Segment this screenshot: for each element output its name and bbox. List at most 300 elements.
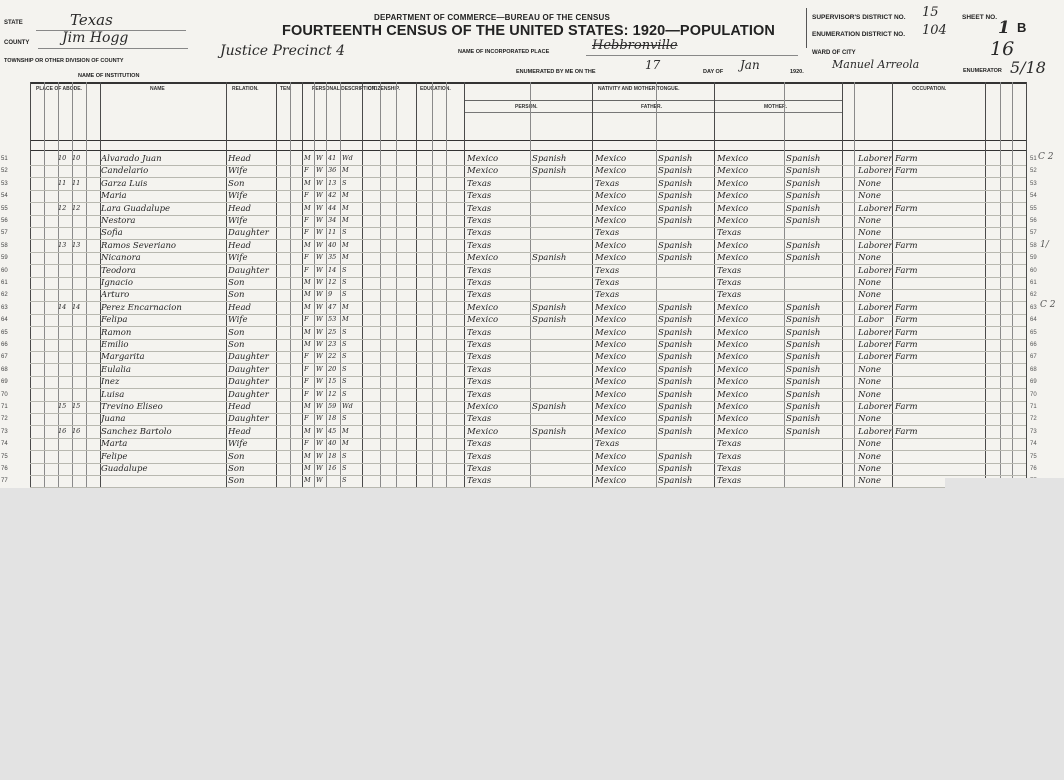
sex: M [304, 203, 311, 212]
empty-background [0, 488, 1064, 780]
name-header: NAME [150, 86, 165, 92]
supervisor-value: 15 [922, 5, 939, 20]
marital-status: M [342, 191, 349, 200]
line-number-right: 55 [1030, 205, 1037, 212]
occupation: None [858, 290, 882, 301]
marital-status: M [342, 253, 349, 262]
place-label: NAME OF INCORPORATED PLACE [458, 49, 550, 55]
industry: Farm [895, 203, 918, 214]
institution-label: NAME OF INSTITUTION [78, 73, 140, 79]
line-number: 53 [1, 180, 8, 187]
race: W [316, 364, 323, 373]
line-number-right: 57 [1030, 230, 1037, 237]
sheet-letter: B [1017, 20, 1027, 35]
father-mother-tongue: Spanish [658, 154, 693, 164]
family-number: 14 [72, 302, 81, 311]
race: W [316, 389, 323, 398]
occupation-header: OCCUPATION. [912, 86, 947, 92]
occupation: None [858, 464, 882, 474]
race: W [316, 228, 323, 237]
mother-mother-tongue: Spanish [786, 340, 821, 350]
sex: M [304, 476, 311, 485]
table-row [0, 204, 1064, 215]
sex: F [304, 439, 309, 448]
father-birthplace: Mexico [595, 327, 627, 338]
mother-tongue: Spanish [532, 402, 567, 412]
line-number: 63 [1, 304, 8, 311]
column-number-divider [30, 150, 1026, 151]
mother-mother-tongue: Spanish [786, 426, 821, 437]
table-row [0, 464, 1064, 475]
age: 35 [328, 253, 337, 262]
line-number: 52 [1, 168, 8, 175]
township-value: Justice Precinct 4 [220, 43, 346, 59]
line-number: 66 [1, 342, 8, 348]
mother-mother-tongue: Spanish [786, 389, 821, 400]
occupation: None [858, 451, 882, 462]
birthplace: Texas [467, 464, 492, 474]
mother-mother-tongue: Spanish [786, 315, 821, 326]
mother-birthplace: Mexico [717, 203, 749, 214]
relation: Head [228, 302, 251, 313]
father-mother-tongue: Spanish [658, 451, 693, 462]
education-header: EDUCATION. [420, 86, 451, 92]
mother-birthplace: Mexico [717, 327, 749, 338]
birthplace: Texas [467, 377, 492, 388]
mother-mother-tongue: Spanish [786, 240, 821, 251]
race: W [316, 426, 323, 435]
line-number-right: 52 [1030, 168, 1037, 175]
sex: M [304, 302, 311, 311]
person-name: Inez [101, 377, 120, 388]
father-birthplace: Texas [595, 178, 620, 189]
birthplace: Texas [467, 240, 492, 251]
birthplace: Texas [467, 327, 492, 338]
age: 40 [328, 439, 337, 448]
person-name: Sanchez Bartolo [101, 426, 172, 437]
father-birthplace: Texas [595, 290, 620, 301]
occupation: None [858, 389, 882, 400]
person-name: Emilio [101, 340, 129, 350]
marital-status: S [342, 228, 347, 237]
birthplace: Texas [467, 451, 492, 462]
dwelling-number: 11 [58, 178, 67, 187]
mother-mother-tongue: Spanish [786, 253, 821, 264]
sex: M [304, 402, 311, 410]
mother-birthplace: Mexico [717, 240, 749, 251]
table-row [0, 402, 1064, 413]
line-number: 67 [1, 354, 8, 361]
industry: Farm [895, 240, 918, 251]
father-birthplace: Mexico [595, 203, 627, 214]
county-value: Jim Hogg [62, 30, 129, 46]
mother-birthplace: Mexico [717, 426, 749, 437]
line-number: 76 [1, 466, 8, 472]
mother-tongue: Spanish [532, 315, 567, 326]
person-name: Juana [101, 414, 126, 425]
father-mother-tongue: Spanish [658, 364, 693, 375]
table-row [0, 352, 1064, 363]
day-of-label: DAY OF [703, 69, 724, 75]
mother-mother-tongue: Spanish [786, 178, 821, 189]
mother-birthplace: Texas [717, 290, 742, 301]
industry: Farm [895, 402, 918, 412]
father-birthplace: Mexico [595, 377, 627, 388]
relation: Son [228, 327, 245, 338]
department-heading: DEPARTMENT OF COMMERCE—BUREAU OF THE CENSUS [374, 13, 611, 22]
relation-header: RELATION. [232, 86, 259, 92]
marital-status: M [342, 302, 349, 311]
age: 16 [328, 464, 337, 472]
sex: M [304, 340, 311, 348]
sex: F [304, 253, 309, 262]
race: W [316, 451, 323, 460]
table-row [0, 278, 1064, 289]
birthplace: Texas [467, 203, 492, 214]
mother-mother-tongue: Spanish [786, 191, 821, 202]
dwelling-number: 14 [58, 302, 67, 311]
marital-status: S [342, 377, 347, 386]
age: 18 [328, 414, 337, 423]
sex: M [304, 451, 311, 460]
race: W [316, 278, 323, 286]
mother-birthplace: Mexico [717, 364, 749, 375]
occupation: None [858, 191, 882, 202]
occupation: Laborer [858, 340, 892, 350]
age: 20 [328, 364, 337, 373]
mother-birthplace: Mexico [717, 414, 749, 425]
father-mother-tongue: Spanish [658, 426, 693, 437]
line-number-right: 65 [1030, 329, 1037, 336]
county-label: COUNTY [4, 40, 30, 46]
dwelling-number: 10 [58, 154, 67, 162]
table-row [0, 340, 1064, 351]
line-number-right: 58 [1030, 242, 1037, 249]
line-number-right: 51 [1030, 156, 1037, 162]
birthplace: Texas [467, 178, 492, 189]
father-mother-tongue: Spanish [658, 476, 693, 487]
line-number: 77 [1, 478, 8, 485]
industry: Farm [895, 352, 918, 363]
race: W [316, 340, 323, 348]
table-row [0, 476, 1064, 487]
line-number: 73 [1, 428, 8, 435]
industry: Farm [895, 154, 918, 164]
marital-status: M [342, 166, 349, 175]
table-row [0, 179, 1064, 190]
occupation: Laborer [858, 203, 892, 214]
father-birthplace: Mexico [595, 216, 627, 226]
marital-status: S [342, 389, 347, 398]
line-number: 72 [1, 416, 8, 423]
father-birthplace: Mexico [595, 166, 627, 177]
industry: Farm [895, 327, 918, 338]
marital-status: S [342, 352, 347, 361]
person-name: Garza Luis [101, 178, 148, 189]
table-row [0, 166, 1064, 177]
father-birthplace: Mexico [595, 364, 627, 375]
table-row [0, 377, 1064, 388]
line-number-right: 54 [1030, 193, 1037, 200]
line-number-right: 71 [1030, 404, 1037, 410]
father-mother-tongue: Spanish [658, 402, 693, 412]
marital-status: S [342, 340, 347, 348]
race: W [316, 315, 323, 324]
line-number-right: 72 [1030, 416, 1037, 423]
age: 25 [328, 327, 337, 336]
person-name: Arturo [101, 290, 130, 301]
industry: Farm [895, 426, 918, 437]
birthplace: Mexico [467, 253, 499, 264]
relation: Son [228, 290, 245, 301]
marital-status: M [342, 240, 349, 249]
relation: Wife [228, 216, 248, 226]
marital-status: S [342, 327, 347, 336]
table-row [0, 365, 1064, 376]
person-name: Sofia [101, 228, 123, 239]
sex: F [304, 216, 309, 224]
age: 40 [328, 240, 337, 249]
father-birthplace: Mexico [595, 302, 627, 313]
census-title: FOURTEENTH CENSUS OF THE UNITED STATES: 1920—POPULATION [282, 23, 775, 39]
father-birthplace: Mexico [595, 191, 627, 202]
line-number: 68 [1, 366, 8, 373]
age: 36 [328, 166, 337, 175]
race: W [316, 178, 323, 187]
father-birthplace: Mexico [595, 402, 627, 412]
mother-mother-tongue: Spanish [786, 154, 821, 164]
state-label: STATE [4, 20, 23, 26]
relation: Daughter [228, 364, 269, 375]
sheet-label: SHEET NO. [962, 14, 998, 21]
enumerated-month: Jan [740, 58, 760, 72]
father-mother-tongue: Spanish [658, 340, 693, 350]
mother-birthplace: Texas [717, 451, 742, 462]
race: W [316, 476, 323, 485]
birthplace: Texas [467, 389, 492, 400]
table-row [0, 303, 1064, 314]
person-name: Alvarado Juan [101, 154, 162, 164]
line-number-right: 61 [1030, 280, 1037, 286]
table-row [0, 228, 1064, 239]
person-name: Teodora [101, 265, 136, 276]
race: W [316, 166, 323, 175]
relation: Head [228, 402, 251, 412]
race: W [316, 203, 323, 212]
age: 45 [328, 426, 337, 435]
table-row [0, 290, 1064, 301]
race: W [316, 402, 323, 410]
father-birthplace: Mexico [595, 464, 627, 474]
mother-header: MOTHER. [764, 104, 788, 110]
father-mother-tongue: Spanish [658, 414, 693, 425]
father-birthplace: Mexico [595, 352, 627, 363]
sex: F [304, 315, 309, 324]
mother-mother-tongue: Spanish [786, 402, 821, 412]
birthplace: Texas [467, 278, 492, 288]
age: 14 [328, 265, 337, 274]
sex: F [304, 191, 309, 200]
father-mother-tongue: Spanish [658, 166, 693, 177]
image-edge [945, 478, 1064, 490]
family-number: 13 [72, 240, 81, 249]
sex: M [304, 178, 311, 187]
father-mother-tongue: Spanish [658, 253, 693, 264]
age: 53 [328, 315, 337, 324]
line-number: 54 [1, 193, 8, 200]
relation: Daughter [228, 389, 269, 400]
line-number: 60 [1, 267, 8, 274]
age: 44 [328, 203, 337, 212]
line-number-right: 69 [1030, 379, 1037, 386]
birthplace: Texas [467, 216, 492, 226]
age: 15 [328, 377, 337, 386]
sex: F [304, 166, 309, 175]
relation: Wife [228, 166, 248, 177]
line-number-right: 53 [1030, 180, 1037, 187]
father-birthplace: Mexico [595, 340, 627, 350]
industry: Farm [895, 302, 918, 313]
birthplace: Texas [467, 290, 492, 301]
line-number-right: 75 [1030, 453, 1037, 460]
mother-tongue: Spanish [532, 302, 567, 313]
person-header: PERSON. [515, 104, 538, 110]
father-mother-tongue: Spanish [658, 216, 693, 226]
table-row [0, 266, 1064, 277]
relation: Son [228, 178, 245, 189]
mother-birthplace: Mexico [717, 402, 749, 412]
relation: Son [228, 278, 245, 288]
person-name: Trevino Eliseo [101, 402, 163, 412]
occupation: None [858, 377, 882, 388]
line-number: 56 [1, 218, 8, 224]
race: W [316, 216, 323, 224]
occupation: Laborer [858, 166, 892, 177]
race: W [316, 464, 323, 472]
birthplace: Texas [467, 191, 492, 202]
father-mother-tongue: Spanish [658, 302, 693, 313]
marital-status: S [342, 290, 347, 299]
occupation: Laborer [858, 240, 892, 251]
mother-birthplace: Mexico [717, 389, 749, 400]
dwelling-number: 15 [58, 402, 67, 410]
line-number: 59 [1, 255, 8, 262]
line-number-right: 67 [1030, 354, 1037, 361]
person-name: Ramon [101, 327, 132, 338]
ward-label: WARD OF CITY [812, 50, 856, 56]
relation: Wife [228, 253, 248, 264]
age: 59 [328, 402, 337, 410]
relation: Wife [228, 315, 248, 326]
line-number: 64 [1, 317, 8, 324]
marital-status: S [342, 476, 347, 485]
mother-mother-tongue: Spanish [786, 364, 821, 375]
father-birthplace: Texas [595, 228, 620, 239]
age: 42 [328, 191, 337, 200]
relation: Son [228, 340, 245, 350]
person-name: Maria [101, 191, 127, 202]
enumerated-day: 17 [645, 58, 661, 72]
person-name: Felipe [101, 451, 128, 462]
line-number: 51 [1, 156, 8, 162]
line-number-right: 59 [1030, 255, 1037, 262]
mother-birthplace: Mexico [717, 216, 749, 226]
industry: Farm [895, 340, 918, 350]
table-row [0, 439, 1064, 450]
mother-birthplace: Mexico [717, 154, 749, 164]
nativity-header: NATIVITY AND MOTHER TONGUE. [598, 86, 680, 92]
age: 34 [328, 216, 337, 224]
sex: F [304, 265, 309, 274]
occupation: Laborer [858, 154, 892, 164]
birthplace: Mexico [467, 315, 499, 326]
relation: Wife [228, 191, 248, 202]
line-number-right: 73 [1030, 428, 1037, 435]
mother-tongue: Spanish [532, 426, 567, 437]
citizenship-header: CITIZENSHIP. [368, 86, 400, 92]
line-number-right: 70 [1030, 391, 1037, 398]
marital-status: Wd [342, 154, 353, 162]
father-birthplace: Mexico [595, 315, 627, 326]
relation: Wife [228, 439, 248, 450]
mother-birthplace: Mexico [717, 352, 749, 363]
race: W [316, 154, 323, 162]
occupation: None [858, 253, 882, 264]
enumeration-district-label: ENUMERATION DISTRICT NO. [812, 31, 906, 38]
table-row [0, 253, 1064, 264]
line-number-right: 68 [1030, 366, 1037, 373]
occupation: None [858, 414, 882, 425]
mother-birthplace: Mexico [717, 253, 749, 264]
birthplace: Mexico [467, 302, 499, 313]
mother-birthplace: Texas [717, 476, 742, 487]
line-number: 75 [1, 453, 8, 460]
age: 11 [328, 228, 337, 237]
age: 18 [328, 451, 337, 460]
line-number-right: 74 [1030, 441, 1037, 448]
age: 41 [328, 154, 337, 162]
dwelling-number: 12 [58, 203, 67, 212]
sex: M [304, 154, 311, 162]
mother-birthplace: Mexico [717, 315, 749, 326]
line-number: 71 [1, 404, 8, 410]
table-row [0, 315, 1064, 326]
sex: F [304, 228, 309, 237]
marital-status: Wd [342, 402, 353, 410]
place-of-abode-header: PLACE OF ABODE. [36, 86, 82, 92]
father-mother-tongue: Spanish [658, 352, 693, 363]
mother-mother-tongue: Spanish [786, 414, 821, 425]
marital-status: S [342, 278, 347, 286]
line-number-right: 60 [1030, 267, 1037, 274]
line-number: 61 [1, 280, 8, 286]
father-mother-tongue: Spanish [658, 178, 693, 189]
marital-status: S [342, 414, 347, 423]
race: W [316, 377, 323, 386]
marital-status: M [342, 439, 349, 448]
relation: Head [228, 240, 251, 251]
industry: Farm [895, 166, 918, 177]
family-number: 10 [72, 154, 81, 162]
mother-mother-tongue: Spanish [786, 166, 821, 177]
person-name: Margarita [101, 352, 145, 363]
marital-status: S [342, 464, 347, 472]
marital-status: S [342, 265, 347, 274]
sex: M [304, 240, 311, 249]
table-row [0, 414, 1064, 425]
supervisor-label: SUPERVISOR'S DISTRICT NO. [812, 14, 906, 21]
table-row [0, 452, 1064, 463]
